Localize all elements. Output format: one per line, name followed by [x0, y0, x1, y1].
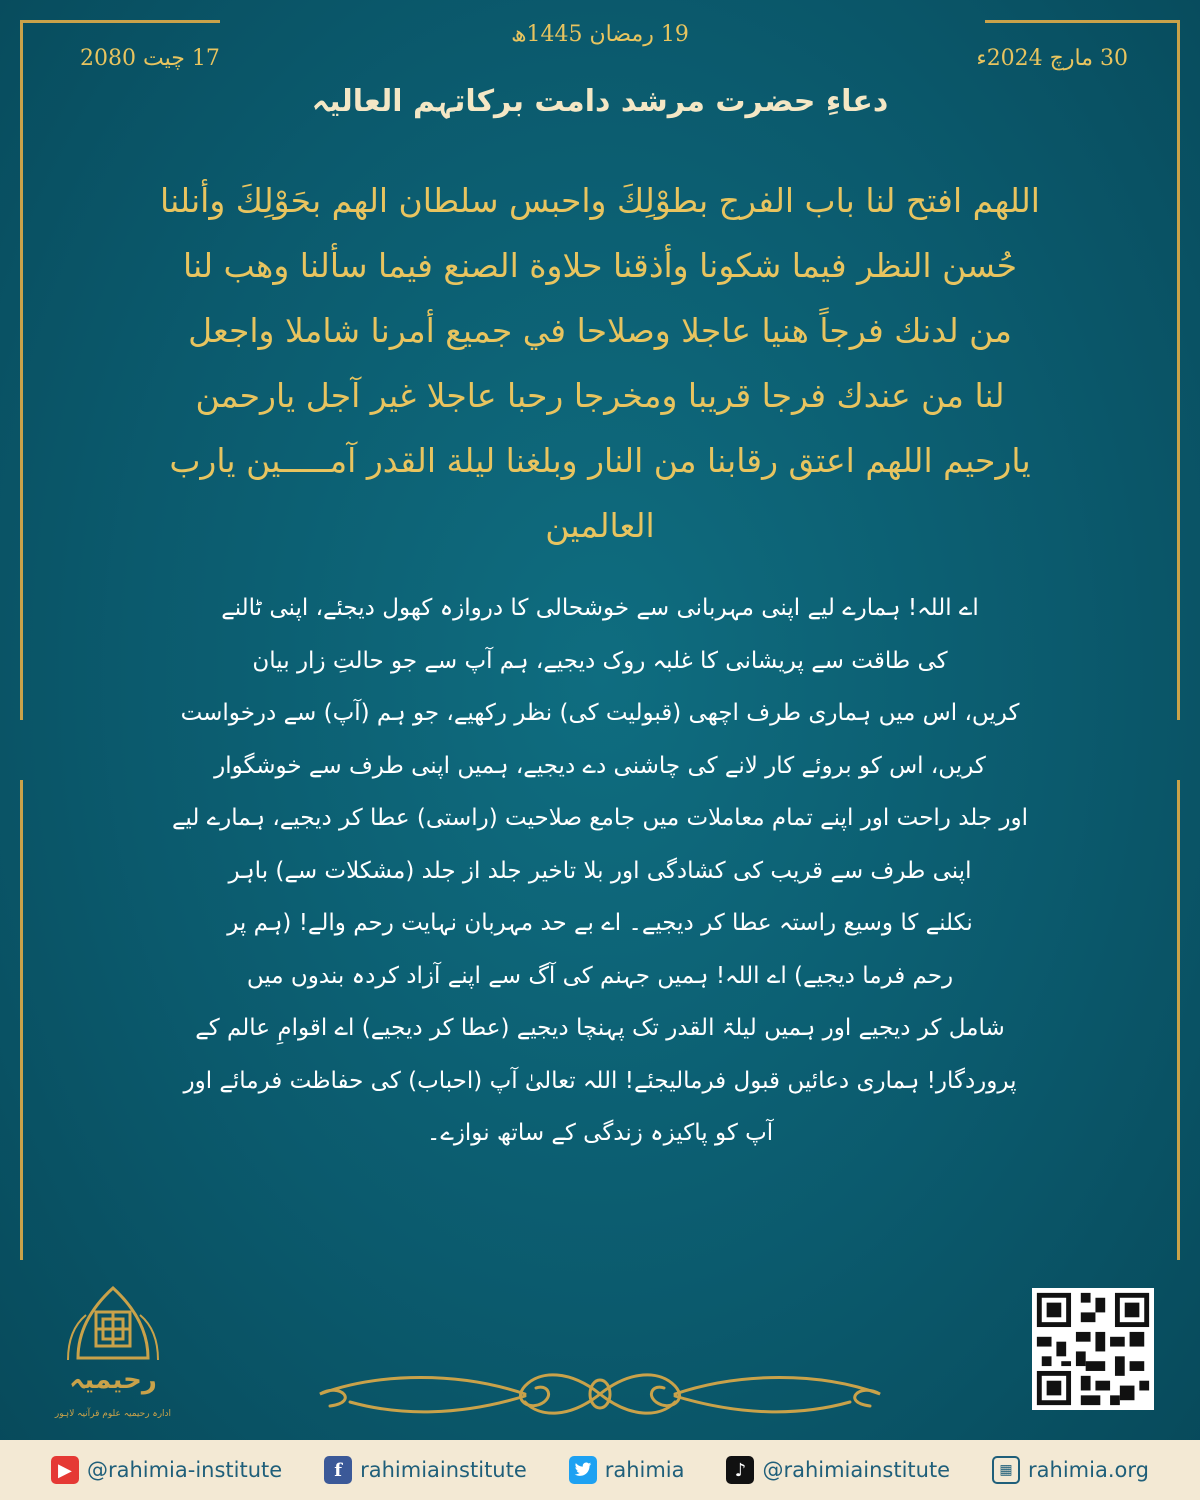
- website-icon: ▦: [992, 1456, 1020, 1484]
- arabic-line: العالمين: [545, 506, 655, 545]
- arabic-line: من لدنك فرجاً هنيا عاجلا وصلاحا في جميع أمرنا شاملا واجعل: [188, 311, 1012, 350]
- urdu-line: کی طاقت سے پریشانی کا غلبہ روک دیجیے، ہم آپ سے جو حالتِ زار بیان: [252, 647, 948, 674]
- arabic-line: اللهم افتح لنا باب الفرج بطوْلِكَ واحبس سلطان الهم بحَوْلِكَ وأنلنا: [160, 181, 1040, 220]
- facebook-icon: f: [324, 1456, 352, 1484]
- youtube-icon: ▶: [51, 1456, 79, 1484]
- logo-subtext: ادارہ رحیمیہ علوم قرآنیہ لاہور: [54, 1409, 172, 1419]
- tiktok-icon: ♪: [726, 1456, 754, 1484]
- website-label: rahimia.org: [1028, 1458, 1149, 1482]
- urdu-line: کریں، اس میں ہماری طرف اچھی (قبولیت کی) نظر رکھیے، جو ہم (آپ) سے درخواست: [180, 700, 1020, 726]
- youtube-label: @rahimia-institute: [86, 1458, 283, 1482]
- urdu-line: اور جلد راحت اور اپنے تمام معاملات میں جامع صلاحیت (راستی) عطا کر دیجیے، ہمارے لیے: [171, 805, 1029, 831]
- hijri-date: 19 رمضان 1445ھ: [511, 22, 689, 47]
- urdu-line: اے اللہ! ہمارے لیے اپنی مہربانی سے خوشحالی کا دروازہ کھول دیجئے، اپنی ٹالنے: [221, 595, 979, 621]
- website-link[interactable]: [992, 1456, 1149, 1484]
- rahimia-logo: [38, 1280, 188, 1430]
- page-title: دعاءِ حضرت مرشد دامت برکاتہم العالیہ: [311, 84, 889, 119]
- tiktok-link[interactable]: [726, 1456, 950, 1484]
- decorative-ornament: [300, 1362, 900, 1426]
- urdu-line: نکلنے کا وسیع راستہ عطا کر دیجیے۔ اے بے حد مہربان نہایت رحم والے! (ہم پر: [227, 910, 973, 936]
- urdu-line: اپنی طرف سے قریب کی کشادگی اور بلا تاخیر جلد از جلد (مشکلات سے) باہر: [228, 857, 972, 884]
- arabic-line: يارحيم اللهم اعتق رقابنا من النار وبلغنا ليلة القدر آمـــــين يارب: [169, 441, 1031, 480]
- facebook-link[interactable]: [324, 1456, 527, 1484]
- urdu-line: کریں، اس کو بروئے کار لانے کی چاشنی دے دیجیے، ہمیں اپنی طرف سے خوشگوار: [214, 752, 986, 779]
- bikrami-date: 17 چیت 2080: [80, 46, 220, 71]
- urdu-line: آپ کو پاکیزہ زندگی کے ساتھ نوازے۔: [426, 1120, 774, 1146]
- frame-left-upper: [20, 20, 23, 720]
- arabic-line: لنا من عندك فرجا قريبا ومخرجا رحبا عاجلا غير آجل يارحمن: [195, 376, 1005, 415]
- frame-right-upper: [1177, 20, 1180, 720]
- arabic-line: حُسن النظر فيما شكونا وأذقنا حلاوة الصنع فيما سألنا وهب لنا: [182, 246, 1018, 285]
- youtube-link[interactable]: [51, 1456, 282, 1484]
- gregorian-date: 30 مارچ 2024ء: [976, 46, 1128, 71]
- twitter-label: rahimia: [604, 1458, 685, 1482]
- urdu-line: رحم فرما دیجیے) اے اللہ! ہمیں جہنم کی آگ سے اپنے آزاد کردہ بندوں میں: [246, 962, 954, 989]
- twitter-link[interactable]: [569, 1456, 685, 1484]
- urdu-line: شامل کر دیجیے اور ہمیں لیلۃ القدر تک پہنچا دیجیے (عطا کر دیجیے) اے اقوامِ عالم کے: [195, 1015, 1005, 1041]
- urdu-translation: [160, 582, 1040, 1160]
- frame-left-lower: [20, 780, 23, 1260]
- arabic-prayer: [140, 168, 1060, 558]
- facebook-label: rahimiainstitute: [360, 1458, 527, 1482]
- urdu-line: پروردگار! ہماری دعائیں قبول فرمالیجئے! اللہ تعالیٰ آپ (احباب) کی حفاظت فرمائے اور: [183, 1067, 1017, 1094]
- qr-code[interactable]: [1032, 1288, 1154, 1410]
- twitter-icon: [569, 1456, 597, 1484]
- tiktok-label: @rahimiainstitute: [762, 1458, 951, 1482]
- frame-right-lower: [1177, 780, 1180, 1260]
- social-footer: [0, 1440, 1200, 1500]
- logo-text: رحیمیہ: [69, 1365, 157, 1395]
